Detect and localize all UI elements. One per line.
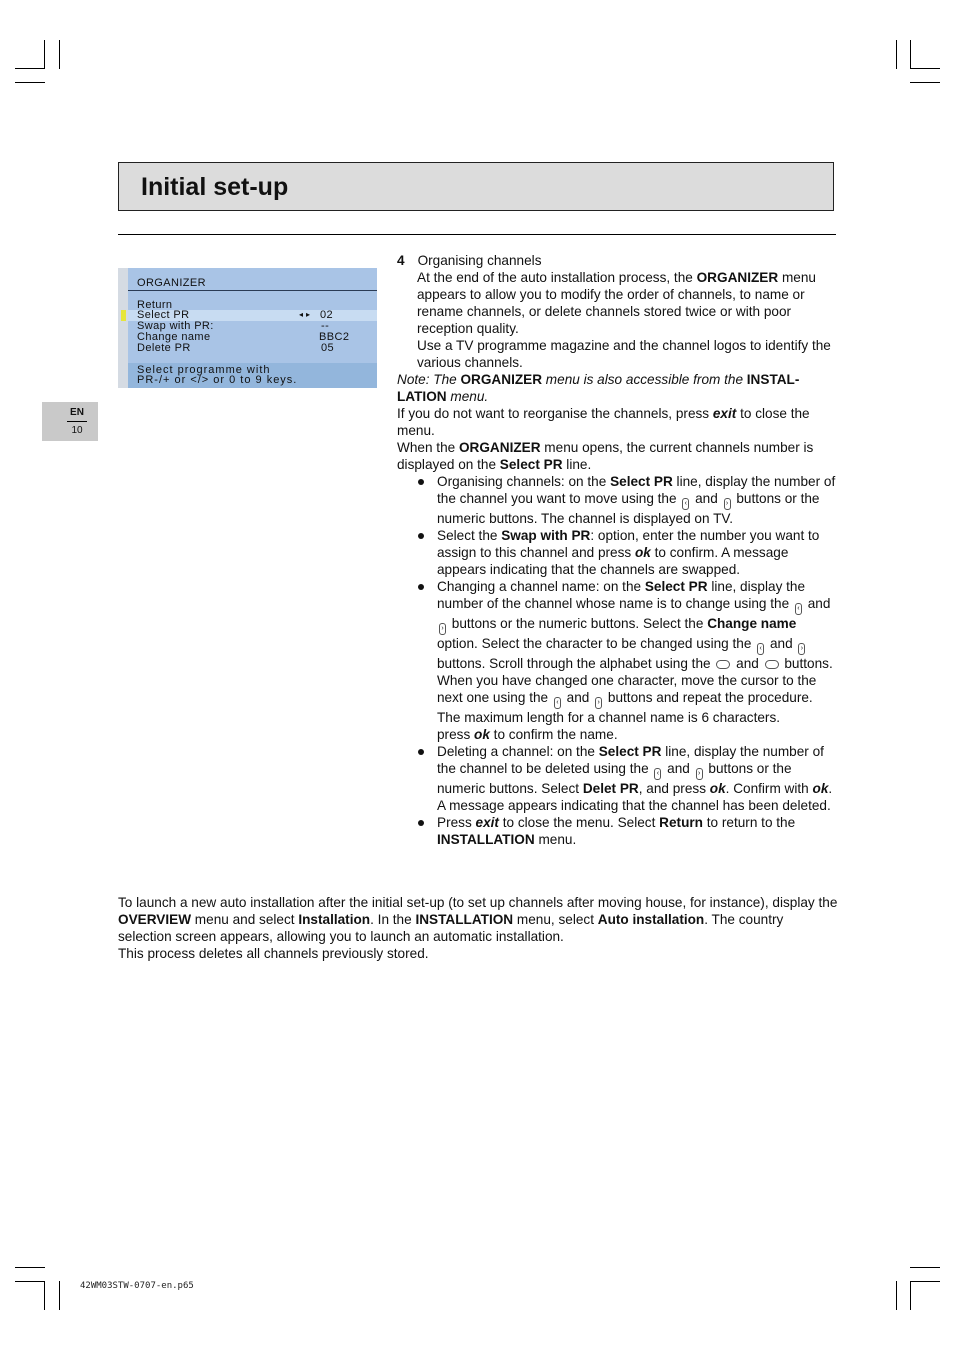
menu-item-change-name: Change name <box>137 331 211 343</box>
crop-mark <box>896 1281 897 1310</box>
crop-mark <box>910 1281 940 1282</box>
para-3: If you do not want to reorganise the channels, press exit to close the menu. <box>397 406 810 438</box>
section-heading: 4 Organising channels <box>397 253 542 268</box>
menu-value-select-pr: 02 <box>320 309 334 321</box>
organizer-menu-screen <box>118 268 377 388</box>
page-number: 10 <box>71 425 83 436</box>
crop-mark <box>59 40 60 69</box>
menu-footer-line1: Select programme with <box>137 364 271 376</box>
down-button-icon <box>765 660 779 669</box>
right-button-icon: › <box>439 623 446 635</box>
crop-mark <box>896 40 897 69</box>
menu-value-delete-pr: 05 <box>321 342 335 354</box>
divider <box>118 234 836 235</box>
right-button-icon: › <box>724 498 731 510</box>
auto-install-para: To launch a new auto installation after the initial set-up (to set up channels after moving house, for instance), display the OVERVIEW menu and select Installation. In the INSTALLATION menu, select Auto installation. The country selection screen appears, allowing you to launch an automatic installation. <box>118 895 838 944</box>
bullet-organising: Organising channels: on the Select PR line, display the number of the channel you want to move using the ‹ and › buttons or the numeric buttons. The channel is displayed on TV. <box>397 473 839 527</box>
file-name: 42WM03STW-0707-en.p65 <box>80 1281 194 1291</box>
crop-mark <box>910 40 911 69</box>
bullet-dot <box>418 820 424 826</box>
para-1: At the end of the auto installation process, the ORGANIZER menu appears to allow you to modify the order of channels, to name or rename channels, or delete channels stored twice or with poor reception quality. <box>417 270 816 336</box>
left-button-icon: ‹ <box>757 643 764 655</box>
up-button-icon <box>716 660 730 669</box>
menu-value-change-name: BBC2 <box>319 331 350 343</box>
bullet-change-name: Changing a channel name: on the Select PR line, display the number of the channel whose name is to change using the ‹ and › buttons or the numeric buttons. Select the Change name option. Select the character to be changed using the ‹ and › buttons. Scroll through the alphabet using the and buttons. When you have changed one character, move the cursor to the next one using the ‹ and › buttons and repeat the procedure. The maximum length for a channel name is 6 characters. <box>397 578 839 726</box>
crop-mark <box>44 1281 45 1310</box>
bullet-change-name-confirm: press ok to confirm the name. <box>437 727 618 742</box>
para-2: Use a TV programme magazine and the channel logos to identify the various channels. <box>417 338 831 370</box>
crop-mark <box>15 1281 45 1282</box>
bullet-exit: Press exit to close the menu. Select Return to return to the INSTALLATION menu. <box>397 814 839 848</box>
language-code: EN <box>70 407 84 418</box>
menu-item-return: Return <box>137 299 173 311</box>
crop-mark <box>59 1281 60 1310</box>
page-title: Initial set-up <box>141 173 289 201</box>
menu-cursor-marker <box>121 310 126 321</box>
crop-mark <box>910 82 940 83</box>
left-button-icon: ‹ <box>682 498 689 510</box>
right-button-icon: › <box>595 697 602 709</box>
tab-divider <box>67 421 87 422</box>
title-banner <box>118 162 834 211</box>
right-button-icon: › <box>798 643 805 655</box>
crop-mark <box>15 82 45 83</box>
crop-mark <box>910 1267 940 1268</box>
bottom-paragraph <box>118 894 838 962</box>
menu-title: ORGANIZER <box>137 277 206 289</box>
section-organising-channels <box>397 252 839 848</box>
menu-item-delete-pr: Delete PR <box>137 342 191 354</box>
menu-divider <box>128 290 377 291</box>
crop-mark <box>910 1281 911 1310</box>
left-button-icon: ‹ <box>795 603 802 615</box>
menu-side-strip <box>118 268 128 388</box>
crop-mark <box>44 40 45 69</box>
bullet-dot <box>418 479 424 485</box>
delete-warning: This process deletes all channels previously stored. <box>118 946 429 961</box>
language-tab <box>42 402 98 441</box>
crop-mark <box>15 68 45 69</box>
bullet-delete: Deleting a channel: on the Select PR line, display the number of the channel to be deleted using the ‹ and › buttons or the numeric buttons. Select Delet PR, and press ok. Confirm with ok. A message appears indicating that the channel has been deleted. <box>397 743 839 814</box>
bullet-dot <box>418 533 424 539</box>
para-4: When the ORGANIZER menu opens, the current channels number is displayed on the Select PR line. <box>397 440 814 472</box>
menu-item-swap: Swap with PR: <box>137 320 214 332</box>
menu-value-swap: -- <box>321 320 330 332</box>
menu-item-select-pr: Select PR <box>137 309 190 321</box>
bullet-swap: Select the Swap with PR: option, enter the number you want to assign to this channel and press ok to confirm. A message appears indicating that the channels are swapped. <box>397 527 839 578</box>
crop-mark <box>910 68 940 69</box>
bullet-dot <box>418 584 424 590</box>
left-button-icon: ‹ <box>654 768 661 780</box>
menu-footer-line2: PR-/+ or </> or 0 to 9 keys. <box>137 374 298 386</box>
left-button-icon: ‹ <box>554 697 561 709</box>
note: Note: The ORGANIZER menu is also accessible from the INSTAL-LATION menu. <box>397 372 800 404</box>
crop-mark <box>15 1267 45 1268</box>
left-right-arrows-icon: ◂ ▸ <box>299 310 311 319</box>
right-button-icon: › <box>696 768 703 780</box>
bullet-dot <box>418 749 424 755</box>
